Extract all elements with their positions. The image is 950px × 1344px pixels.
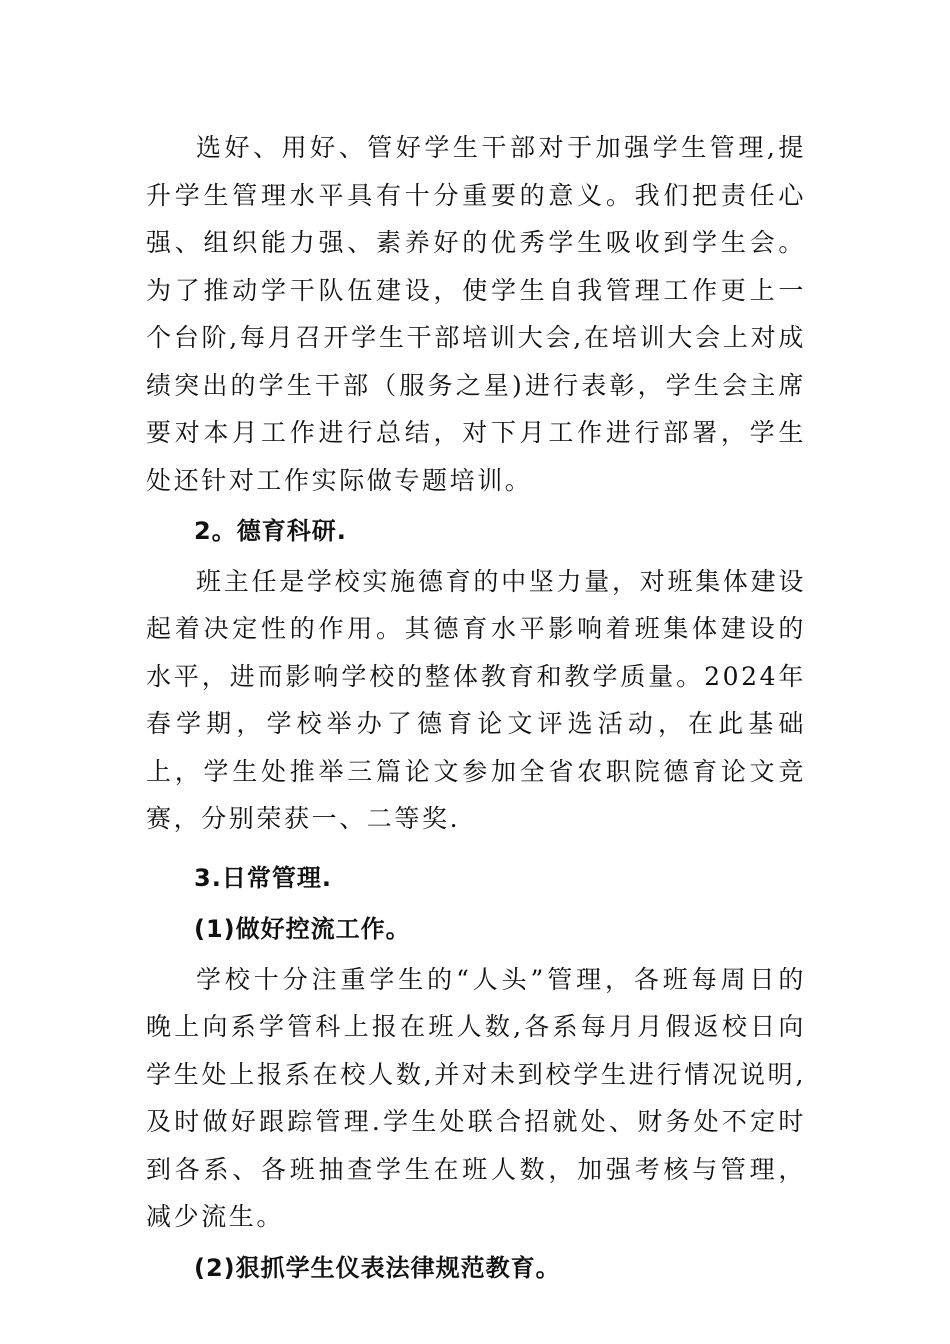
- subheading-appearance-education: (2)狠抓学生仪表法律规范教育。: [194, 1253, 561, 1282]
- paragraph-moral-research: 班主任是学校实施德育的中坚力量，对班集体建设起着决定性的作用。其德育水平影响着班集体建设的水平，进而影响学校的整体教育和教学质量。2024年春学期，学校举办了德育论文评选活动，在此基础上，学生处推举三篇论文参加全省农职院德育论文竞赛，分别荣获一、二等奖.: [146, 566, 806, 833]
- paragraph-flow-control: 学校十分注重学生的“人头”管理，各班每周日的晚上向系学管科上报在班人数,各系每月月假返校日向学生处上报系在校人数,并对未到校学生进行情况说明,及时做好跟踪管理.学生处联合招就处、财务处不定时到各系、各班抽查学生在班人数，加强考核与管理，减少流生。: [146, 964, 806, 1231]
- paragraph-student-cadres: 选好、用好、管好学生干部对于加强学生管理,提升学生管理水平具有十分重要的意义。我们把责任心强、组织能力强、素养好的优秀学生吸收到学生会。为了推动学干队伍建设，使学生自我管理工作更上一个台阶,每月召开学生干部培训大会,在培训大会上对成绩突出的学生干部（服务之星)进行表彰，学生会主席要对本月工作进行总结，对下月工作进行部署，学生处还针对工作实际做专题培训。: [146, 133, 806, 495]
- document-page: [146, 124, 806, 1294]
- subheading-flow-control: (1)做好控流工作。: [194, 915, 411, 943]
- heading-moral-research: 2。德育科研.: [194, 517, 347, 545]
- heading-daily-management: 3.日常管理.: [194, 863, 332, 892]
